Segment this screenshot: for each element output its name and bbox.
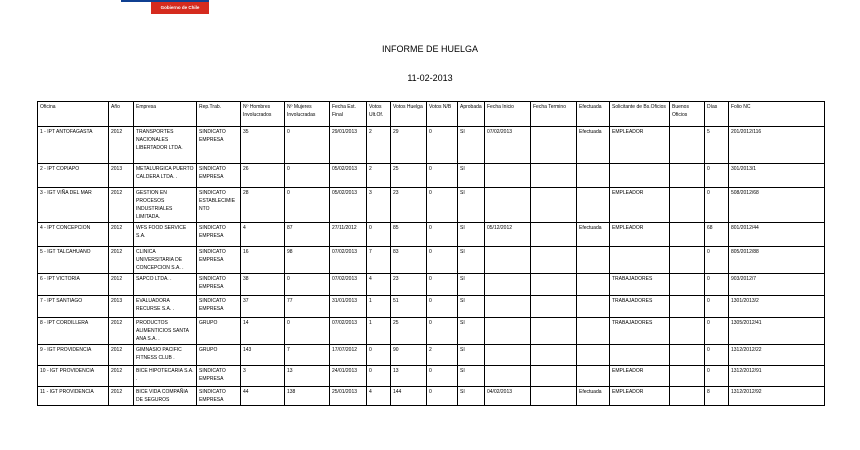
table-cell [670, 188, 705, 223]
table-cell [531, 387, 577, 406]
table-cell: 3 - IGT VIÑA DEL MAR [38, 188, 109, 223]
table-cell: 0 [427, 188, 458, 223]
table-row [38, 164, 825, 188]
table-cell: EVALUADORA RECURSE S.A. . [134, 296, 197, 318]
table-cell: 2012 [109, 274, 134, 296]
table-cell: 05/12/2012 [485, 223, 531, 247]
table-cell: 2012 [109, 366, 134, 387]
table-cell: 05/02/2013 [330, 188, 367, 223]
table-cell: 2012 [109, 247, 134, 274]
table-row [38, 274, 825, 296]
table-cell: 2012 [109, 188, 134, 223]
table-cell: 25/01/2013 [330, 387, 367, 406]
table-cell: 1312/2012/92 [729, 387, 825, 406]
table-cell: 0 [427, 127, 458, 164]
table-cell: 13 [391, 366, 427, 387]
table-cell: SINDICATO ESTABLECIMIENTO [197, 188, 241, 223]
table-cell: 0 [427, 318, 458, 345]
table-cell: TRABAJADORES [610, 296, 670, 318]
table-cell: 0 [367, 366, 391, 387]
table-cell [531, 274, 577, 296]
table-cell [577, 164, 610, 188]
table-cell [670, 223, 705, 247]
table-cell: Efectuada [577, 127, 610, 164]
table-cell [485, 296, 531, 318]
table-cell: 2012 [109, 127, 134, 164]
table-cell: 44 [241, 387, 285, 406]
table-cell: 1 [367, 318, 391, 345]
table-cell [577, 274, 610, 296]
table-cell: 0 [427, 223, 458, 247]
table-cell: 98 [285, 247, 330, 274]
table-cell [531, 188, 577, 223]
table-cell [610, 164, 670, 188]
table-cell: 0 [285, 274, 330, 296]
table-cell: GRUPO [197, 318, 241, 345]
table-cell: 4 [241, 223, 285, 247]
table-cell: CLINICA UNIVERSITARIA DE CONCEPCION S.A. . [134, 247, 197, 274]
table-cell: 0 [285, 164, 330, 188]
column-header: Buenos Oficios [670, 102, 705, 127]
table-cell [485, 164, 531, 188]
table-cell: 0 [367, 345, 391, 366]
table-cell [485, 188, 531, 223]
table-cell: 31/01/2013 [330, 296, 367, 318]
column-header: Aprobada [458, 102, 485, 127]
table-cell: 144 [391, 387, 427, 406]
table-cell [670, 274, 705, 296]
column-header: Efectuada [577, 102, 610, 127]
table-cell: SAPCO LTDA. . [134, 274, 197, 296]
table-cell [531, 318, 577, 345]
table-cell: 29/01/2013 [330, 127, 367, 164]
table-cell: 0 [427, 274, 458, 296]
table-cell: SI [458, 366, 485, 387]
table-cell: 508/2012/68 [729, 188, 825, 223]
table-cell: EMPLEADOR [610, 223, 670, 247]
table-cell: 68 [705, 223, 729, 247]
table-cell: 0 [705, 318, 729, 345]
table-cell: 0 [705, 274, 729, 296]
strike-report-table [37, 101, 825, 406]
table-cell: 8 - IPT CORDILLERA [38, 318, 109, 345]
table-cell: 0 [705, 164, 729, 188]
table-cell: EMPLEADOR [610, 387, 670, 406]
table-cell: GESTION EN PROCESOS INDUSTRIALES LIMITADA. [134, 188, 197, 223]
table-cell: 23 [391, 188, 427, 223]
table-cell: 04/02/2013 [485, 387, 531, 406]
table-cell: TRANSPORTES NACIONALES LIBERTADOR LTDA. [134, 127, 197, 164]
table-cell [531, 127, 577, 164]
table-cell: SI [458, 296, 485, 318]
table-cell: 2012 [109, 318, 134, 345]
table-cell: SI [458, 188, 485, 223]
table-cell: 07/02/2013 [485, 127, 531, 164]
table-cell: 3 [241, 366, 285, 387]
table-cell: SINDICATO EMPRESA [197, 223, 241, 247]
table-cell: 1312/2012/22 [729, 345, 825, 366]
table-cell: 26 [241, 164, 285, 188]
table-cell: 138 [285, 387, 330, 406]
table-cell: 0 [367, 223, 391, 247]
table-row [38, 247, 825, 274]
table-cell: SI [458, 127, 485, 164]
table-cell: 9 - IGT PROVIDENCIA [38, 345, 109, 366]
table-cell: 2 - IPT COPIAPO [38, 164, 109, 188]
table-cell [531, 223, 577, 247]
table-cell [577, 345, 610, 366]
table-cell: 5 [705, 127, 729, 164]
column-header: Fecha Termino [531, 102, 577, 127]
table-cell: 0 [705, 247, 729, 274]
table-cell: 6 - IPT VICTORIA [38, 274, 109, 296]
table-cell: SI [458, 164, 485, 188]
table-cell: 2 [427, 345, 458, 366]
table-cell [577, 247, 610, 274]
table-cell: 10 - IGT PROVIDENCIA [38, 366, 109, 387]
table-cell: SI [458, 247, 485, 274]
table-cell: 85 [391, 223, 427, 247]
table-row [38, 366, 825, 387]
table-cell: SINDICATO EMPRESA [197, 274, 241, 296]
table-cell: 07/02/2013 [330, 274, 367, 296]
column-header: Nº Mujeres Involucradas [285, 102, 330, 127]
table-cell: EMPLEADOR [610, 188, 670, 223]
table-cell: 1305/2012/41 [729, 318, 825, 345]
column-header: Fecha Inicio [485, 102, 531, 127]
table-cell [670, 164, 705, 188]
table-cell: 07/02/2013 [330, 318, 367, 345]
table-cell: 1 - IPT ANTOFAGASTA [38, 127, 109, 164]
table-cell [485, 366, 531, 387]
column-header: Oficina [38, 102, 109, 127]
table-row [38, 223, 825, 247]
table-row [38, 345, 825, 366]
table-cell: 4 [367, 387, 391, 406]
table-cell: 2012 [109, 387, 134, 406]
table-cell: 13 [285, 366, 330, 387]
table-cell: 29 [391, 127, 427, 164]
table-cell: PRODUCTOS ALIMENTICIOS SANTA ANA S.A. . [134, 318, 197, 345]
report-title: INFORME DE HUELGA [381, 44, 478, 54]
table-cell: 17/07/2012 [330, 345, 367, 366]
table-cell: 05/02/2013 [330, 164, 367, 188]
table-row [38, 387, 825, 406]
table-row [38, 188, 825, 223]
table-cell: 4 [367, 274, 391, 296]
table-cell: 2013 [109, 164, 134, 188]
table-cell: 0 [427, 247, 458, 274]
table-cell: 23 [391, 274, 427, 296]
table-cell: 8 [705, 387, 729, 406]
table-cell [670, 318, 705, 345]
table-cell [531, 164, 577, 188]
table-cell: TRABAJADORES [610, 318, 670, 345]
table-cell: 3 [367, 188, 391, 223]
table-cell: 0 [427, 164, 458, 188]
table-cell: 1 [367, 296, 391, 318]
table-cell: 37 [241, 296, 285, 318]
table-cell: 25 [391, 164, 427, 188]
table-cell: 0 [705, 345, 729, 366]
table-cell: SINDICATO EMPRESA [197, 296, 241, 318]
table-cell [577, 318, 610, 345]
column-header: Días [705, 102, 729, 127]
table-cell: SINDICATO EMPRESA [197, 366, 241, 387]
table-cell [485, 247, 531, 274]
table-cell [610, 345, 670, 366]
table-cell: SI [458, 345, 485, 366]
table-cell: 2012 [109, 223, 134, 247]
table-cell: 90 [391, 345, 427, 366]
table-cell: 0 [427, 366, 458, 387]
table-cell: METALURGICA PUERTO CALDERA LTDA. . [134, 164, 197, 188]
table-cell [485, 274, 531, 296]
table-cell: 0 [427, 296, 458, 318]
table-cell: 2 [367, 164, 391, 188]
table-cell: 1301/2013/2 [729, 296, 825, 318]
table-cell: 2013 [109, 296, 134, 318]
table-cell: 0 [285, 318, 330, 345]
table-cell: 143 [241, 345, 285, 366]
column-header: Solicitante de Bs.Oficios [610, 102, 670, 127]
table-cell: SI [458, 387, 485, 406]
column-header: Votos Ult.Of. [367, 102, 391, 127]
table-cell: EMPLEADOR [610, 127, 670, 164]
table-cell [531, 345, 577, 366]
table-cell: 0 [285, 127, 330, 164]
table-cell: 2 [367, 127, 391, 164]
table-cell: Efectuada [577, 387, 610, 406]
table-cell [670, 296, 705, 318]
table-cell: BICE HIPOTECARIA S.A. . [134, 366, 197, 387]
table-cell [670, 366, 705, 387]
table-cell: SI [458, 318, 485, 345]
column-header: Nº Hombres Involucrados [241, 102, 285, 127]
table-cell [610, 247, 670, 274]
table-cell: SINDICATO EMPRESA [197, 387, 241, 406]
table-cell: 4 - IPT CONCEPCION [38, 223, 109, 247]
logo-white-block [121, 2, 151, 14]
gobierno-logo [121, 0, 209, 14]
table-cell: 7 [285, 345, 330, 366]
column-header: Votos Huelga [391, 102, 427, 127]
table-cell: Efectuada [577, 223, 610, 247]
table-row [38, 127, 825, 164]
table-cell: 77 [285, 296, 330, 318]
logo-red-block [151, 2, 209, 14]
table-cell: SINDICATO EMPRESA [197, 247, 241, 274]
table-cell: 7 [367, 247, 391, 274]
table-cell: 83 [391, 247, 427, 274]
table-cell: 11 - IGT PROVIDENCIA [38, 387, 109, 406]
table-cell: 201/2012/116 [729, 127, 825, 164]
table-cell [577, 188, 610, 223]
table-cell: 87 [285, 223, 330, 247]
table-cell [531, 247, 577, 274]
table-cell: BICE VIDA COMPAÑIA DE SEGUROS [134, 387, 197, 406]
table-cell: 903/2012/7 [729, 274, 825, 296]
table-cell: 5 - IGT TALCAHUANO [38, 247, 109, 274]
table-cell: 07/02/2013 [330, 247, 367, 274]
table-cell [577, 296, 610, 318]
table-cell: EMPLEADOR [610, 366, 670, 387]
table-cell: 38 [241, 274, 285, 296]
table-cell: 35 [241, 127, 285, 164]
table-cell [670, 127, 705, 164]
table-cell: 14 [241, 318, 285, 345]
column-header: Rep.Trab. [197, 102, 241, 127]
logo-text: Gobierno de Chile [160, 5, 200, 10]
table-cell: 301/2013/1 [729, 164, 825, 188]
report-date: 11-02-2013 [407, 73, 453, 83]
table-cell [531, 296, 577, 318]
table-cell: 805/2012/88 [729, 247, 825, 274]
column-header: Votos N/B [427, 102, 458, 127]
table-cell [531, 366, 577, 387]
table-row [38, 318, 825, 345]
table-cell: 0 [427, 387, 458, 406]
column-header: Folio NC [729, 102, 825, 127]
table-cell: GRUPO [197, 345, 241, 366]
table-cell [670, 387, 705, 406]
table-cell: 25 [391, 318, 427, 345]
table-cell: 0 [285, 188, 330, 223]
table-cell: GIMNASIO PACIFIC FITNESS CLUB . [134, 345, 197, 366]
table-cell: WFS FOOD SERVICE S.A. [134, 223, 197, 247]
table-cell [485, 318, 531, 345]
table-cell: 28 [241, 188, 285, 223]
column-header: Año [109, 102, 134, 127]
column-header: Empresa [134, 102, 197, 127]
table-cell: 16 [241, 247, 285, 274]
table-cell: 2012 [109, 345, 134, 366]
table-cell: SI [458, 274, 485, 296]
table-cell: 0 [705, 188, 729, 223]
table-cell: SINDICATO EMPRESA [197, 127, 241, 164]
table-cell: SI [458, 223, 485, 247]
table-cell: 27/11/2012 [330, 223, 367, 247]
table-cell: TRABAJADORES [610, 274, 670, 296]
table-cell [577, 366, 610, 387]
table-cell [485, 345, 531, 366]
table-header-row [38, 102, 825, 127]
table-row [38, 296, 825, 318]
table-cell: 1312/2012/91 [729, 366, 825, 387]
table-cell: 0 [705, 296, 729, 318]
table-cell: 7 - IPT SANTIAGO [38, 296, 109, 318]
table-cell: 51 [391, 296, 427, 318]
table-cell: 801/2012/44 [729, 223, 825, 247]
table-cell: 24/01/2013 [330, 366, 367, 387]
table-cell [670, 345, 705, 366]
column-header: Fecha Est. Final [330, 102, 367, 127]
table-cell [670, 247, 705, 274]
table-cell: 0 [705, 366, 729, 387]
table-cell: SINDICATO EMPRESA [197, 164, 241, 188]
